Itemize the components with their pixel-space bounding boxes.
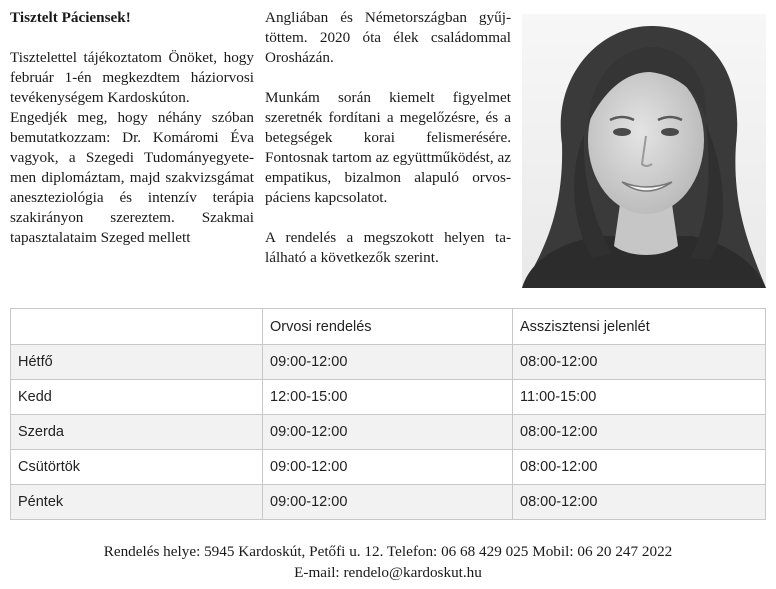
- assistant-hours-cell: 08:00-12:00: [513, 485, 766, 520]
- day-cell: Hétfő: [11, 345, 263, 380]
- doctor-hours-cell: 12:00-15:00: [263, 380, 513, 415]
- letter-paragraph-5: A rendelés a megszokott helyen található a következők szerint.: [265, 229, 511, 266]
- day-cell: Szerda: [11, 415, 263, 450]
- table-header-doctor: Orvosi rendelés: [263, 309, 513, 345]
- portrait-illustration: [522, 14, 766, 288]
- assistant-hours-cell: 11:00-15:00: [513, 380, 766, 415]
- table-row: [11, 450, 766, 485]
- address-phone-line: Rendelés helye: 5945 Kardoskút, Petőfi u. 12. Telefon: 06 68 429 025 Mobil: 06 20 247 2022: [103, 543, 673, 560]
- table-header-row: [11, 309, 766, 345]
- table-row: [11, 485, 766, 520]
- table-header-assistant: Asszisztensi jelenlét: [513, 309, 766, 345]
- doctor-hours-cell: 09:00-12:00: [263, 345, 513, 380]
- doctor-hours-cell: 09:00-12:00: [263, 415, 513, 450]
- table-row: [11, 345, 766, 380]
- letter-paragraph-1: Tisztelettel tájékoztatom Önöket, hogy február 1-én megkezdtem háziorvosi tevékenységem Kardoskúton.: [10, 49, 254, 106]
- letter-paragraph-2: Engedjék meg, hogy néhány szóban bemutatkozzam: Dr. Komáromi Éva vagyok, a Szegedi Tudományegyetemen diplomáztam, majd szakvizsgámat aneszteziológia és intenzív terápia szakirányon szereztem. Szakmai tapasztalataim Szeged mellett: [10, 109, 254, 246]
- assistant-hours-cell: 08:00-12:00: [513, 415, 766, 450]
- letter-paragraph-3: Angliában és Németországban gyűjtöttem. 2020 óta élek családommal Orosházán.: [265, 9, 511, 66]
- day-cell: Kedd: [11, 380, 263, 415]
- day-cell: Péntek: [11, 485, 263, 520]
- letter-title: Tisztelt Páciensek!: [10, 9, 131, 26]
- table-row: [11, 380, 766, 415]
- day-cell: Csütörtök: [11, 450, 263, 485]
- assistant-hours-cell: 08:00-12:00: [513, 450, 766, 485]
- email-line: E-mail: rendelo@kardoskut.hu: [294, 564, 482, 581]
- doctor-hours-cell: 09:00-12:00: [263, 485, 513, 520]
- letter-column-left: [10, 8, 254, 248]
- table-row: [11, 415, 766, 450]
- doctor-portrait-photo: [522, 14, 766, 288]
- doctor-hours-cell: 09:00-12:00: [263, 450, 513, 485]
- assistant-hours-cell: 08:00-12:00: [513, 345, 766, 380]
- letter-paragraph-4: Munkám során kiemelt figyelmet szeretnék fordítani a megelőzésre, és a betegségek korai felismerésére. Fontosnak tartom az együttműködést, az empatikus, bizalmon alapuló orvos-páciens kapcsolatot.: [265, 89, 511, 206]
- letter-column-middle: [265, 8, 511, 268]
- office-hours-table: [10, 308, 766, 520]
- table-header-day: [11, 309, 263, 345]
- contact-footer: [0, 541, 776, 583]
